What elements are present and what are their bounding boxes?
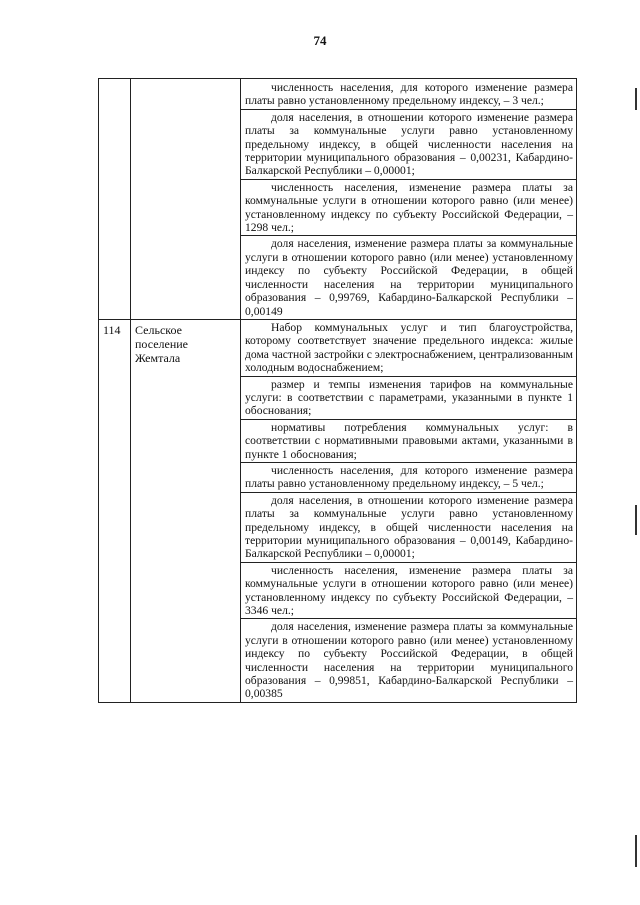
- row-number-cell: 114: [99, 319, 131, 702]
- description-paragraph: доля населения, в отношении которого изменение размера платы за коммунальные услуги равно установленному предельному индексу, в общей численности населения на территории муниципального образования – 0,00149, Кабардино-Балкарской Республики – 0,00001;: [241, 493, 576, 563]
- row-number-cell: [99, 79, 131, 320]
- description-paragraph: численность населения, изменение размера платы за коммунальные услуги в отношении которого равно (или менее) установленному индексу по субъекту Российской Федерации, – 1298 чел.;: [241, 180, 576, 237]
- description-paragraph: численность населения, изменение размера платы за коммунальные услуги в отношении которого равно (или менее) установленному индексу по субъекту Российской Федерации, – 3346 чел.;: [241, 563, 576, 620]
- page-number: 74: [313, 33, 327, 48]
- description-paragraph: доля населения, в отношении которого изменение размера платы за коммунальные услуги равно установленному предельному индексу, в общей численности населения на территории муниципального образования – 0,00231, Кабардино-Балкарской Республики – 0,00001;: [241, 110, 576, 180]
- description-paragraph: численность населения, для которого изменение размера платы равно установленному предельному индексу, – 3 чел.;: [241, 79, 576, 110]
- table-row: [99, 79, 577, 320]
- description-paragraph: Набор коммунальных услуг и тип благоустройства, которому соответствует значение предельного индекса: жилые дома частной застройки с электроснабжением, централизованным холодным водоснабжением;: [241, 320, 576, 377]
- scan-edge-mark: [635, 835, 637, 867]
- description-cell: [241, 79, 577, 320]
- description-paragraph: доля населения, изменение размера платы за коммунальные услуги в отношении которого равно (или менее) установленному индексу по субъекту Российской Федерации, в общей численности населения на территории муниципального образования – 0,99851, Кабардино-Балкарской Республики – 0,00385: [245, 620, 573, 701]
- description-paragraph: нормативы потребления коммунальных услуг: в соответствии с нормативными правовыми актами, указанными в пункте 1 обоснования;: [241, 420, 576, 463]
- municipality-table: [98, 78, 577, 703]
- description-paragraph: численность населения, для которого изменение размера платы равно установленному предельному индексу, – 5 чел.;: [241, 463, 576, 493]
- scan-edge-mark: [635, 505, 637, 535]
- municipality-name-cell: Сельское поселение Жемтала: [131, 319, 241, 702]
- scan-edge-mark: [635, 88, 637, 110]
- description-cell: [241, 319, 577, 702]
- table-row: [99, 319, 577, 702]
- description-paragraph: размер и темпы изменения тарифов на коммунальные услуги: в соответствии с параметрами, указанными в пункте 1 обоснования;: [241, 377, 576, 420]
- description-paragraph: доля населения, изменение размера платы за коммунальные услуги в отношении которого равно (или менее) установленному индексу по субъекту Российской Федерации, в общей численности населения на территории муниципального образования – 0,99769, Кабардино-Балкарской Республики – 0,00149: [245, 237, 573, 318]
- municipality-name-cell: [131, 79, 241, 320]
